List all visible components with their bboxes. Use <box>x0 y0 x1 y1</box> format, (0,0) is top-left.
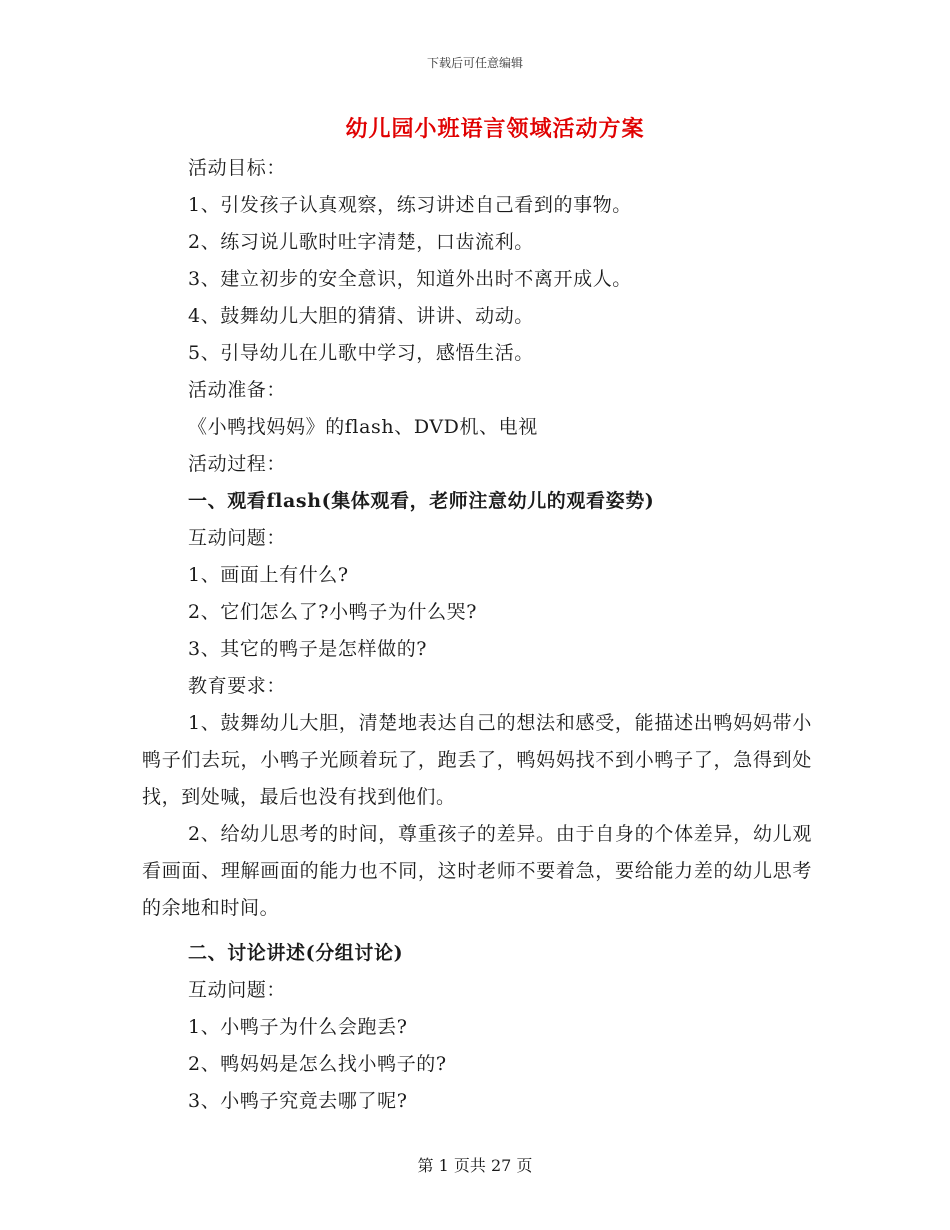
question-item: 2、它们怎么了?小鸭子为什么哭? <box>188 601 478 623</box>
document-title: 幼儿园小班语言领域活动方案 <box>345 116 645 142</box>
question-item: 2、鸭妈妈是怎么找小鸭子的? <box>188 1053 447 1075</box>
requirements-heading: 教育要求： <box>188 675 287 697</box>
section1-questions-heading: 互动问题： <box>188 527 287 549</box>
page-number: 第 1 页共 27 页 <box>417 1156 533 1175</box>
goal-item: 3、建立初步的安全意识，知道外出时不离开成人。 <box>188 268 632 290</box>
goals-heading: 活动目标： <box>188 157 287 179</box>
goal-item: 1、引发孩子认真观察，练习讲述自己看到的事物。 <box>188 194 632 216</box>
requirement-paragraph: 1、鼓舞幼儿大胆，清楚地表达自己的想法和感受，能描述出鸭妈妈带小鸭子们去玩，小鸭子光顾着玩了，跑丢了，鸭妈妈找不到小鸭子了，急得到处找，到处喊，最后也没有找到他们。 <box>142 712 812 808</box>
question-item: 1、画面上有什么? <box>188 564 349 586</box>
document-body <box>142 150 812 1120</box>
section1-heading: 一、观看flash(集体观看，老师注意幼儿的观看姿势) <box>188 490 655 512</box>
question-item: 1、小鸭子为什么会跑丢? <box>188 1016 408 1038</box>
goal-item: 4、鼓舞幼儿大胆的猜猜、讲讲、动动。 <box>188 305 534 327</box>
question-item: 3、其它的鸭子是怎样做的? <box>188 638 428 660</box>
prep-text: 《小鸭找妈妈》的flash、DVD机、电视 <box>188 416 538 438</box>
process-heading: 活动过程： <box>188 453 287 475</box>
section2-heading: 二、讨论讲述(分组讨论) <box>188 942 404 964</box>
goal-item: 5、引导幼儿在儿歌中学习，感悟生活。 <box>188 342 534 364</box>
question-item: 3、小鸭子究竟去哪了呢? <box>188 1090 408 1112</box>
section2-questions-heading: 互动问题： <box>188 979 287 1001</box>
header-note: 下载后可任意编辑 <box>426 56 523 70</box>
requirement-paragraph: 2、给幼儿思考的时间，尊重孩子的差异。由于自身的个体差异，幼儿观看画面、理解画面的能力也不同，这时老师不要着急，要给能力差的幼儿思考的余地和时间。 <box>142 823 812 919</box>
prep-heading: 活动准备： <box>188 379 287 401</box>
goal-item: 2、练习说儿歌时吐字清楚，口齿流利。 <box>188 231 534 253</box>
